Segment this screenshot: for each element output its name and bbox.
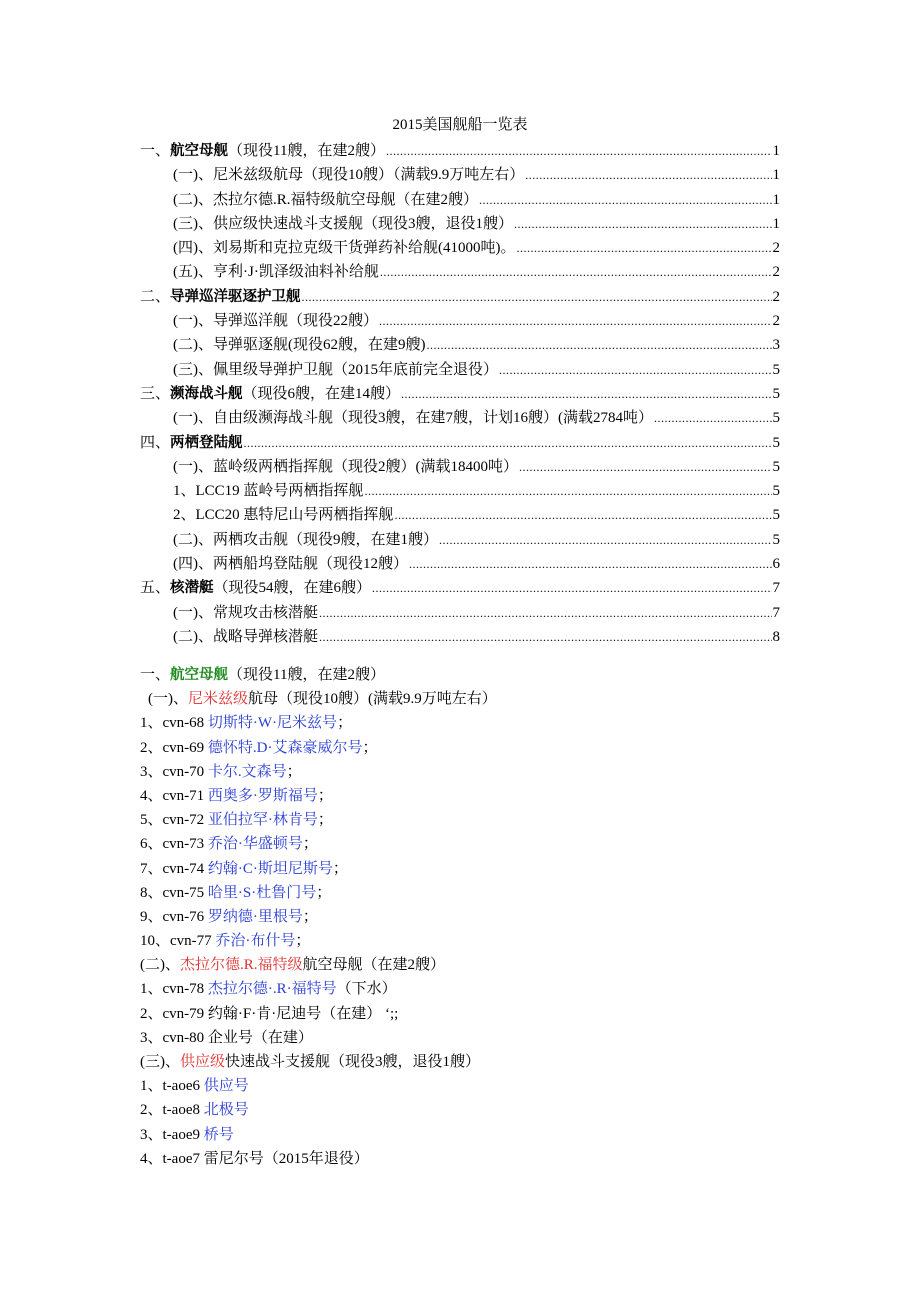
- toc-entry[interactable]: [140, 431, 780, 455]
- ship-note: 雷尼尔号（2015年退役）: [203, 1150, 369, 1167]
- toc-entry[interactable]: [140, 552, 780, 576]
- toc-entry-label: (四)、刘易斯和克拉克级干货弹药补给舰(41000吨)。: [173, 240, 516, 257]
- toc-page-number: 5: [772, 458, 780, 475]
- ship-list-item: [140, 1123, 800, 1147]
- toc-leader-dots: [319, 601, 772, 625]
- hull-number: 2、t-aoe8: [140, 1102, 204, 1119]
- ship-list-item: [140, 711, 800, 735]
- ship-name: 西奥多·罗斯福号: [207, 787, 318, 804]
- toc-leader-dots: [302, 285, 772, 309]
- ship-name: 切斯特·W·尼米兹号: [207, 715, 338, 732]
- toc-leader-dots: [654, 406, 772, 430]
- ship-list-item: [140, 977, 800, 1001]
- class-name: 杰拉尔德.R.福特级: [180, 957, 303, 974]
- class-name: 供应级: [180, 1054, 226, 1070]
- toc-leader-dots: [394, 503, 771, 527]
- toc-entry-label: (二)、杰拉尔德.R.福特级航空母舰（在建2艘）: [173, 191, 478, 208]
- toc-page-number: 2: [772, 288, 780, 305]
- hull-number: 9、cvn-76: [140, 908, 208, 925]
- hull-number: 10、cvn-77: [140, 933, 216, 950]
- toc-page-number: 2: [772, 313, 780, 330]
- toc-entry-label: 二、导弹巡洋驱逐护卫舰: [140, 288, 301, 305]
- toc-entry[interactable]: [140, 406, 780, 430]
- ship-list-item: [140, 1002, 800, 1026]
- toc-leader-dots: [244, 431, 772, 455]
- toc-entry[interactable]: [140, 163, 780, 187]
- hull-number: 4、t-aoe7: [140, 1150, 204, 1167]
- toc-page-number: 1: [772, 215, 780, 232]
- subsection-nimitz: (一)、尼米兹级航母（现役10艘）(满载9.9万吨左右）: [148, 691, 497, 708]
- toc-page-number: 5: [772, 434, 780, 451]
- nimitz-ship-list: [140, 711, 800, 953]
- ship-list-item: [140, 808, 800, 832]
- toc-leader-dots: [516, 236, 771, 260]
- toc-leader-dots: [386, 139, 772, 163]
- ship-note: ；: [317, 787, 333, 804]
- toc-entry-label: (三)、供应级快速战斗支援舰（现役3艘，退役1艘）: [173, 215, 513, 232]
- toc-entry[interactable]: [140, 625, 780, 649]
- toc-entry-label: (一)、自由级濒海战斗舰（现役3艘，在建7艘，计划16艘）(满载2784吨）: [173, 410, 653, 427]
- toc-entry-label: (二)、两栖攻击舰（现役9艘，在建1艘）: [173, 531, 438, 548]
- toc-entry-label: (一)、蓝岭级两栖指挥舰（现役2艘）(满载18400吨）: [173, 458, 518, 475]
- toc-page-number: 5: [772, 483, 780, 500]
- toc-leader-dots: [479, 188, 772, 212]
- ship-name: 桥号: [203, 1126, 234, 1143]
- toc-page-number: 1: [772, 143, 780, 159]
- hull-number: 1、cvn-68: [140, 715, 208, 732]
- toc-entry[interactable]: [140, 601, 780, 625]
- toc-leader-dots: [380, 260, 772, 284]
- section-heading-carriers: 一、航空母舰（现役11艘，在建2艘）: [140, 667, 385, 683]
- toc-entry-label: (一)、导弹巡洋舰（现役22艘）: [173, 313, 378, 330]
- ship-name: 杰拉尔德·.R·福特号: [207, 981, 337, 998]
- ship-note: ；: [286, 763, 302, 780]
- toc-page-number: 2: [772, 264, 780, 281]
- toc-entry[interactable]: [140, 285, 780, 309]
- ship-note: （下水）: [336, 981, 397, 998]
- toc-page-number: 8: [772, 628, 780, 645]
- ship-list-item: [140, 1147, 800, 1171]
- toc-leader-dots: [379, 309, 772, 333]
- toc-leader-dots: [372, 576, 771, 600]
- toc-entry[interactable]: [140, 212, 780, 236]
- hull-number: 2、cvn-79: [140, 1005, 208, 1022]
- ship-name: 乔治·布什号: [215, 933, 296, 950]
- table-of-contents: [140, 139, 780, 649]
- toc-entry[interactable]: [140, 382, 780, 406]
- toc-entry[interactable]: [140, 139, 780, 163]
- class-name: 尼米兹级: [188, 691, 249, 708]
- toc-page-number: 7: [772, 604, 780, 621]
- toc-leader-dots: [409, 552, 772, 576]
- toc-entry-label: (五)、亨利·J·凯泽级油料补给舰: [173, 264, 379, 281]
- toc-entry-label: 三、濒海战斗舰（现役6艘，在建14艘）: [140, 385, 401, 402]
- toc-leader-dots: [519, 455, 772, 479]
- toc-entry-label: 四、两栖登陆舰: [140, 434, 243, 451]
- ship-list-item: [140, 832, 800, 856]
- toc-leader-dots: [426, 333, 771, 357]
- toc-entry[interactable]: [140, 260, 780, 284]
- toc-entry-label: 1、LCC19 蓝岭号两栖指挥舰: [173, 483, 364, 500]
- toc-leader-dots: [401, 382, 771, 406]
- ship-note: ；: [316, 884, 332, 901]
- toc-entry-label: (三)、佩里级导弹护卫舰（2015年底前完全退役）: [173, 361, 498, 378]
- toc-page-number: 1: [772, 167, 780, 184]
- toc-entry[interactable]: [140, 188, 780, 212]
- hull-number: 1、t-aoe6: [140, 1078, 204, 1095]
- toc-page-number: 2: [772, 240, 780, 257]
- ship-name: 乔治·华盛顿号: [207, 836, 303, 853]
- ship-list-item: [140, 736, 800, 760]
- ship-note: ；: [302, 836, 318, 853]
- ship-list-item: [140, 784, 800, 808]
- ship-list-item: [140, 760, 800, 784]
- toc-page-number: 6: [772, 556, 780, 573]
- toc-entry[interactable]: [140, 309, 780, 333]
- toc-entry[interactable]: [140, 503, 780, 527]
- ship-note: ；: [337, 715, 353, 732]
- toc-entry-label: (四)、两栖船坞登陆舰（现役12艘）: [173, 556, 408, 573]
- ship-name: 哈里·S·杜鲁门号: [207, 884, 317, 901]
- toc-entry-label: (二)、战略导弹核潜艇: [173, 628, 318, 645]
- hull-number: 3、cvn-70: [140, 763, 208, 780]
- document-body: [140, 663, 800, 1171]
- toc-entry-label: 五、核潜艇（现役54艘，在建6艘）: [140, 580, 372, 597]
- toc-entry-label: (一)、常规攻击核潜艇: [173, 604, 318, 621]
- ship-list-item: [140, 1098, 800, 1122]
- toc-entry-label: 一、航空母舰（现役11艘，在建2艘）: [140, 143, 385, 159]
- toc-leader-dots: [525, 163, 771, 187]
- toc-entry[interactable]: [140, 479, 780, 503]
- ship-list-item: [140, 1026, 800, 1050]
- ship-name: 卡尔.文森号: [207, 763, 287, 780]
- ship-note: ；: [295, 933, 311, 950]
- toc-leader-dots: [499, 358, 772, 382]
- hull-number: 4、cvn-71: [140, 787, 208, 804]
- toc-page-number: 5: [772, 507, 780, 524]
- hull-number: 8、cvn-75: [140, 884, 208, 901]
- document-title: 2015美国舰船一览表: [392, 117, 528, 133]
- ship-name: 德怀特.D·艾森豪威尔号: [207, 739, 363, 756]
- ship-name: 供应号: [203, 1078, 249, 1095]
- toc-leader-dots: [364, 479, 771, 503]
- ship-name: 罗纳德·里根号: [207, 908, 303, 925]
- toc-leader-dots: [514, 212, 772, 236]
- ford-ship-list: [140, 977, 800, 1050]
- ship-note: ；: [332, 860, 348, 877]
- toc-page-number: 5: [772, 410, 780, 427]
- hull-number: 7、cvn-74: [140, 860, 208, 877]
- toc-page-number: 3: [772, 337, 780, 354]
- hull-number: 6、cvn-73: [140, 836, 208, 853]
- toc-leader-dots: [439, 528, 772, 552]
- ship-name: 亚伯拉罕·林肯号: [207, 812, 318, 829]
- toc-entry[interactable]: [140, 358, 780, 382]
- ship-note: ；: [302, 908, 318, 925]
- ship-list-item: [140, 905, 800, 929]
- toc-entry[interactable]: [140, 455, 780, 479]
- hull-number: 3、t-aoe9: [140, 1126, 204, 1143]
- toc-entry[interactable]: [140, 333, 780, 357]
- toc-entry[interactable]: [140, 576, 780, 600]
- ship-list-item: [140, 929, 800, 953]
- ship-note: ；: [317, 812, 333, 829]
- hull-number: 3、cvn-80: [140, 1029, 208, 1046]
- supply-ship-list: [140, 1074, 800, 1171]
- toc-entry-label: (二)、导弹驱逐舰(现役62艘，在建9艘): [173, 337, 426, 354]
- ship-name: 约翰·C·斯坦尼斯号: [207, 860, 333, 877]
- section-heading-text: 航空母舰: [170, 667, 229, 683]
- ship-list-item: [140, 881, 800, 905]
- ship-list-item: [140, 1074, 800, 1098]
- hull-number: 1、cvn-78: [140, 981, 208, 998]
- hull-number: 2、cvn-69: [140, 739, 208, 756]
- toc-page-number: 5: [772, 385, 780, 402]
- toc-entry-label: 2、LCC20 惠特尼山号两栖指挥舰: [173, 507, 394, 524]
- ship-note: ；: [362, 739, 378, 756]
- toc-entry-label: (一)、尼米兹级航母（现役10艘）（满载9.9万吨左右）: [173, 167, 525, 184]
- toc-entry[interactable]: [140, 528, 780, 552]
- subsection-supply: (三)、供应级快速战斗支援舰（现役3艘，退役1艘）: [140, 1054, 481, 1070]
- ship-list-item: [140, 857, 800, 881]
- toc-page-number: 5: [772, 361, 780, 378]
- hull-number: 5、cvn-72: [140, 812, 208, 829]
- toc-page-number: 1: [772, 191, 780, 208]
- ship-note: 约翰·F·肯·尼迪号（在建） ‘;;: [207, 1005, 399, 1022]
- ship-name: 北极号: [203, 1102, 249, 1119]
- ship-note: 企业号（在建）: [207, 1029, 313, 1046]
- subsection-ford: (二)、杰拉尔德.R.福特级航空母舰（在建2艘）: [140, 957, 446, 974]
- toc-page-number: 7: [772, 580, 780, 597]
- toc-page-number: 5: [772, 531, 780, 548]
- toc-entry[interactable]: [140, 236, 780, 260]
- toc-leader-dots: [319, 625, 772, 649]
